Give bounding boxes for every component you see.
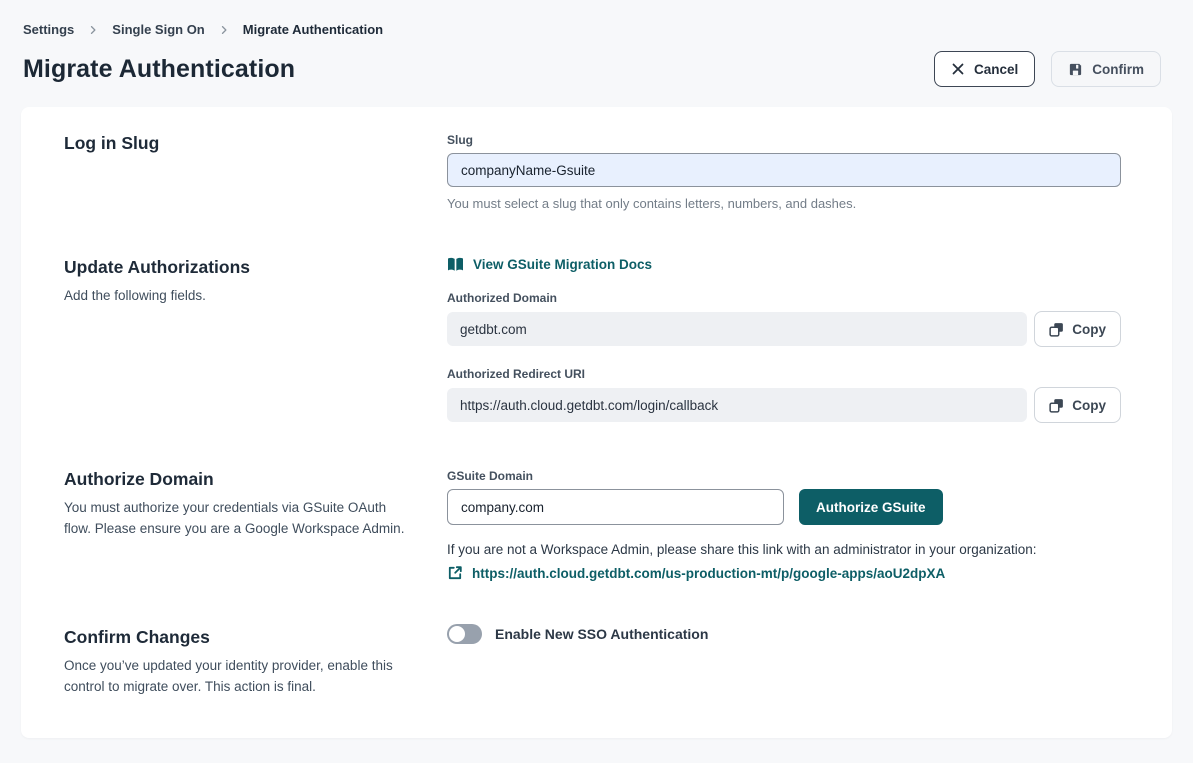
gsuite-domain-label: GSuite Domain [447, 469, 534, 483]
gsuite-migration-docs-link-label: View GSuite Migration Docs [473, 257, 653, 272]
book-icon [447, 257, 464, 272]
authorize-domain-heading: Authorize Domain [64, 469, 214, 489]
copy-button-label: Copy [1072, 397, 1106, 413]
section-confirm-changes-left [64, 627, 447, 698]
confirm-button-label: Confirm [1092, 61, 1144, 77]
chevron-right-icon [87, 24, 99, 36]
section-update-authorizations-left [64, 257, 447, 307]
gsuite-domain-input[interactable] [447, 489, 784, 525]
enable-sso-toggle[interactable] [447, 624, 482, 644]
section-confirm-changes-right [447, 627, 1121, 644]
slug-label: Slug [447, 133, 473, 147]
redirect-uri-value: https://auth.cloud.getdbt.com/login/callback [447, 388, 1027, 422]
authorized-domain-label: Authorized Domain [447, 291, 557, 305]
breadcrumb-migrate-authentication: Migrate Authentication [242, 22, 384, 37]
copy-redirect-uri-button[interactable] [1034, 387, 1121, 423]
header-actions [934, 51, 1161, 87]
copy-button-label: Copy [1072, 321, 1106, 337]
authorize-domain-description: You must authorize your credentials via GSuite OAuth flow. Please ensure you are a Google Workspace Admin. [64, 500, 405, 536]
copy-authorized-domain-button[interactable] [1034, 311, 1121, 347]
redirect-uri-label: Authorized Redirect URI [447, 367, 586, 381]
workspace-admin-note: If you are not a Workspace Admin, please share this link with an administrator in your organization: [447, 542, 1037, 557]
slug-help-text: You must select a slug that only contains letters, numbers, and dashes. [447, 196, 857, 211]
breadcrumb-single-sign-on[interactable]: Single Sign On [112, 22, 205, 37]
slug-input[interactable] [447, 153, 1121, 187]
section-update-authorizations [64, 257, 1121, 423]
section-confirm-changes [64, 627, 1121, 698]
section-login-slug-left [64, 133, 447, 154]
redirect-uri-row [447, 387, 1121, 423]
update-authorizations-description: Add the following fields. [64, 288, 206, 303]
confirm-changes-description: Once you’ve updated your identity provider, enable this control to migrate over. This action is final. [64, 658, 393, 694]
authorized-domain-row [447, 311, 1121, 347]
confirm-changes-heading: Confirm Changes [64, 627, 210, 647]
section-authorize-domain-right [447, 469, 1121, 581]
page-title: Migrate Authentication [23, 54, 296, 83]
copy-icon [1049, 322, 1064, 337]
save-icon [1068, 62, 1083, 77]
authorized-domain-value: getdbt.com [447, 312, 1027, 346]
toggle-knob [449, 626, 465, 642]
cancel-button-label: Cancel [973, 61, 1019, 77]
admin-share-link-row [447, 565, 1121, 581]
section-login-slug-right [447, 133, 1121, 211]
settings-card [21, 107, 1172, 738]
close-icon [951, 62, 965, 76]
section-authorize-domain-left [64, 469, 447, 540]
external-link-icon [447, 565, 463, 581]
confirm-button[interactable] [1051, 51, 1161, 87]
section-update-authorizations-right [447, 257, 1121, 423]
gsuite-domain-row [447, 489, 1121, 525]
update-authorizations-heading: Update Authorizations [64, 257, 251, 277]
breadcrumb [23, 22, 1161, 37]
page-header [0, 0, 1193, 87]
copy-icon [1049, 398, 1064, 413]
login-slug-heading: Log in Slug [64, 133, 160, 153]
chevron-right-icon [218, 24, 230, 36]
breadcrumb-settings[interactable]: Settings [23, 22, 75, 37]
admin-share-link[interactable]: https://auth.cloud.getdbt.com/us-production-mt/p/google-apps/aoU2dpXA [472, 565, 946, 581]
gsuite-migration-docs-link[interactable] [447, 257, 652, 272]
sso-toggle-row [447, 624, 1121, 644]
section-login-slug [64, 133, 1121, 211]
authorize-gsuite-button[interactable]: Authorize GSuite [799, 489, 943, 525]
cancel-button[interactable] [934, 51, 1035, 87]
section-authorize-domain [64, 469, 1121, 581]
enable-sso-toggle-label: Enable New SSO Authentication [495, 626, 709, 642]
